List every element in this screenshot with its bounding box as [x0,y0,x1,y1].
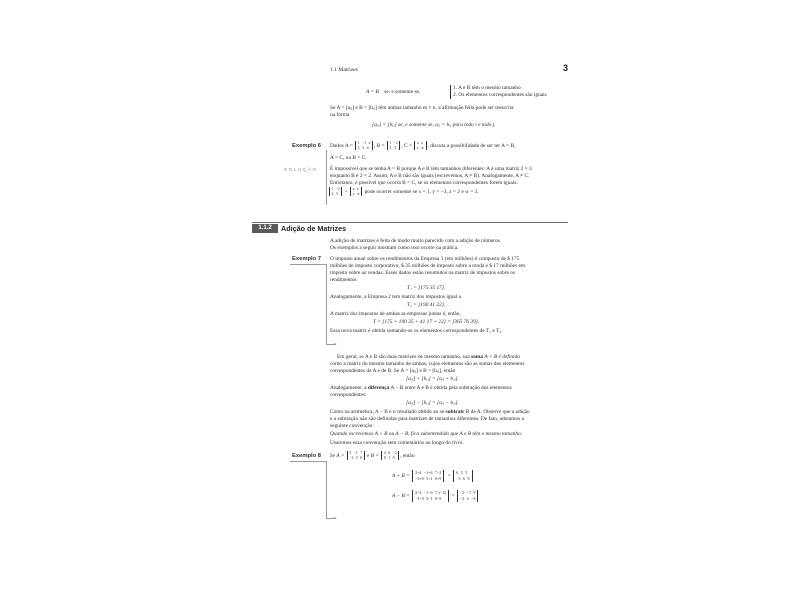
text: pode ocorrer somente se x = 1, y = −3, z = 2 e w = 3. [364,188,479,195]
text: Se A = [330,452,345,459]
condition-2: 2. Os elementos correspondentes são iguais [453,92,547,98]
subtraction-line-3: seguinte convenção: [330,423,374,429]
difference-label: A − B = [392,493,410,500]
arrow-icon [334,517,337,519]
text: , B = [373,142,385,149]
sum-label: A + B = [392,473,410,480]
convention-usage: Usaremos essa convenção sem comentários ao longo do livro. [330,440,464,446]
example-8-margin-rule [326,461,327,518]
section-intro-2: Os exemplos a seguir mostram como isso ocorre na prática. [330,245,459,251]
sum-equation: [aᵢⱼ] + [bᵢⱼ] = [aᵢⱼ + bᵢⱼ]. [406,376,459,382]
solution-line-2: enquanto B é 2 × 2. Assim, A e B não são iguais (escrevemos, A ≠ B). Analogamente, A ≠ C. [330,173,530,179]
text: e B = [367,452,380,459]
text: Analogamente, a [330,385,367,391]
difference-equation: [aᵢⱼ] − [bᵢⱼ] = [aᵢⱼ − bᵢⱼ]. [406,400,459,406]
sum-definition-line-1 [337,354,520,361]
matrix-a [355,141,373,150]
equation-t: T = [175 + 190 35 + 41 17 + 22] = [365 76 39]. [373,319,480,325]
matrix-row: y w [352,191,360,196]
matrix-row: 2+4 −1+6 7−2 [415,470,442,475]
matrix-row: −2 −7 9 [459,490,476,495]
matrix-row: 1 −1 [389,141,398,145]
matrix-b [329,187,342,196]
text: Dados A = [330,142,353,149]
term-subtrair: subtrair [445,409,465,415]
matrix-row: y w [416,145,424,150]
example-7-top-rule [290,264,326,265]
sum-result-matrix [453,470,472,482]
text: A − B entre A e B é obtida pela subtração dos elementos [390,385,512,391]
difference-result-matrix [457,490,479,502]
matrix-row: 2 3 [331,191,338,196]
sum-computation: A + B = 2+4 −1+6 7−2 −3+0 5+1 0+9 = 6 5 5 −3 6 9 [392,470,474,482]
example-7-label: Exemplo 7 [292,256,321,262]
example-8-statement [330,451,415,460]
term-diferenca: diferença [367,385,390,391]
example-8-top-rule [290,461,326,462]
equality-conditions [450,85,547,99]
matrix-c [414,141,426,150]
equation-t1: T₁ = [175 35 17]. [407,285,446,291]
text: B de A. Observe que a adição [465,409,530,415]
matrix-row: x z [416,141,423,145]
matrix-b [381,451,399,460]
convention-statement: Quando escrevemos A + B ou A − B, fica subentendido que A e B têm o mesmo tamanho. [330,431,523,437]
equality-definition [366,89,420,96]
text: Como na aritmética, A − B é o resultado obtido ao se [330,409,445,415]
matrix-row: 6 5 5 [456,470,468,475]
matrix-row: −3 6 9 [456,476,470,481]
matrix-row: 2 −1 7 [349,451,363,455]
matrix-b [387,141,400,150]
matrix-row: 1 −1 x [357,141,371,145]
example-6-label: Exemplo 6 [292,143,321,149]
rewrite-line-2: na forma [330,112,350,118]
text: , discuta a possibilidade de ser ter A = B, [427,142,516,149]
subtraction-line-2: e a subtração não são definidas para matrizes de tamanhos diferentes. De fato, adotamos a [330,416,524,422]
example-7-closing: Essa nova matriz é obtida somando-se os elementos correspondentes de T₁ e T₂. [330,328,503,334]
arrow-icon [334,343,337,345]
matrix-row: −3 4 −9 [459,496,476,501]
matrix-row: −3 5 0 [349,455,363,460]
section-intro-1: A adição de matrizes é feita de modo muito parecido com a adição de números. [330,238,502,244]
matrix-row: 0 1 9 [383,455,395,460]
difference-definition-line-1 [330,385,512,392]
sum-definition-line-2: como a matriz do mesmo tamanho de ambas, cujos elementos são as somas dos elementos [330,361,525,367]
matrix-row: 2−4 −1−6 7−(−2) [415,490,447,495]
sum-definition-line-3: correspondentes de A e de B. Se A = [aᵢⱼ] e B = [bᵢⱼ], então [330,368,456,374]
running-head: 1.1 Matrizes [330,67,358,73]
example-7-analog: Analogamente, a Empresa 2 tem matriz dos impostos igual a [330,294,461,300]
example-8-label: Exemplo 8 [292,453,321,459]
matrix-row: x z [352,187,359,191]
example-7-line-2: milhões de imposto corporativo, $ 35 milhões de imposto sobre a renda e $ 17 milhões em [330,263,526,269]
page-number: 3 [563,63,569,73]
section-number: 1.1.2 [252,224,278,233]
matrix-row: 2 3 [389,145,396,150]
rewrite-equation: [aᵢⱼ] = [bᵢⱼ] se, e somente se, aᵢⱼ = bᵢⱼ para todo i e todo j. [372,122,496,128]
sum-expanded-matrix [412,470,444,482]
solution-line-3: Entretanto, é possível que ocorra B = C, se os elementos correspondentes forem iguais: [330,180,518,186]
difference-expanded-matrix [412,490,449,502]
difference-computation: A − B = 2−4 −1−6 7−(−2) −3−0 5−1 0−9 = −2 −7 9 −3 4 −9 [392,490,479,502]
example-7-margin-rule [326,264,327,344]
example-7-line-3: imposto sobre as vendas. Esses dados estão resumidos na matriz de impostos sobre os [330,270,516,276]
matrix-row: 2 3 w [357,145,370,150]
section-title: Adição de Matrizes [281,224,347,233]
matrix-c [350,187,362,196]
example-7-combined-intro: A matriz dos impostos de ambas as empresas juntas é, então, [330,311,461,317]
text: , então [400,452,415,459]
solution-label: SOLUÇÃO [284,167,318,172]
solution-margin-rule [326,163,327,205]
matrix-row: −3−0 5−1 0−9 [415,496,442,501]
rewrite-line-1: Se A = [aᵢⱼ] e B = [bᵢⱼ] têm ambas tamanho m × n, a afirmação feita pode ser reescrita [330,105,514,111]
example-7-line-4: rendimentos [330,277,357,283]
matrix-row: 1 −1 [331,187,340,191]
condition-1: 1. A e B têm o mesmo tamanho [453,85,521,91]
section-rule [252,222,568,223]
equation-t2: T₂ = [190 41 22]. [407,302,446,308]
text: , C = [401,142,413,149]
equality-lhs: A = B [366,89,379,95]
solution-final: 1 −1 2 3 = x z y w pode ocorrer somente se x = 1, y = −3, z = 2 e w = 3. [328,187,479,196]
term-soma: soma [471,354,483,360]
example-6-statement [330,141,515,150]
example-7-line-1: O imposto anual sobre os rendimentos da Empresa 1 (em milhões) é composto de $ 175 [330,256,520,262]
matrix-row: 4 6 −2 [383,451,397,455]
matrix-row: −3+0 5+1 0+9 [415,476,442,481]
example-6-line-2: A = C, ou B = C. [330,155,367,161]
text: A + B é definida [484,354,520,360]
solution-line-1: É impossível que se tenha A = B porque A e B têm tamanhos diferentes: A é uma matriz 2 × 3 [330,166,532,172]
matrix-a [347,451,365,460]
subtraction-line-1 [330,409,530,416]
difference-definition-line-2: correspondentes: [330,392,367,398]
text: Em geral, se A e B são duas matrizes de mesmo tamanho, sua [337,354,470,360]
equality-condition: se, e somente se, [384,89,421,95]
